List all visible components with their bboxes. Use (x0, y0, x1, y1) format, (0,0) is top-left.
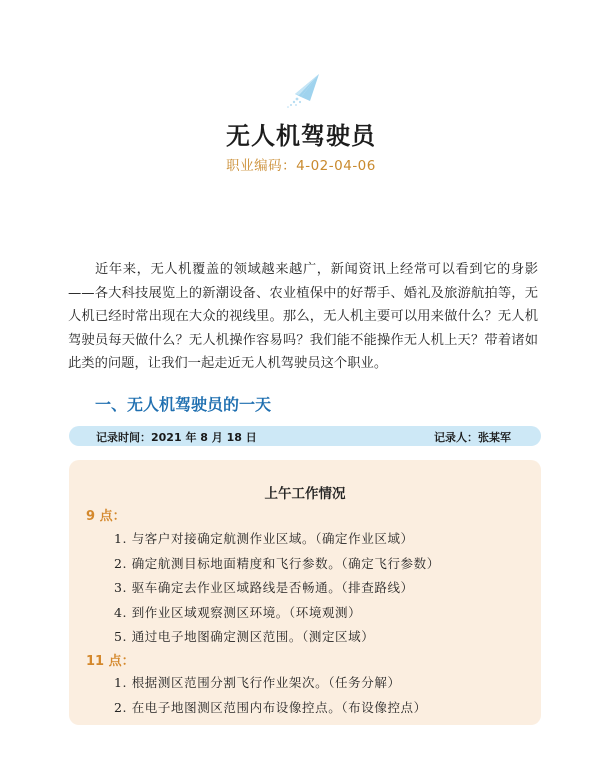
task-item: 1. 根据测区范围分割飞行作业架次。（任务分解） (114, 675, 401, 690)
record-bar (69, 426, 541, 446)
occupation-code: 职业编码：4-02-04-06 (226, 158, 376, 174)
task-item: 2. 确定航测目标地面精度和飞行参数。（确定飞行参数） (114, 556, 440, 571)
task-item: 3. 驱车确定去作业区域路线是否畅通。（排查路线） (114, 580, 414, 595)
work-card (69, 460, 541, 725)
task-item: 2. 在电子地图测区范围内布设像控点。（布设像控点） (114, 700, 427, 715)
task-item: 1. 与客户对接确定航测作业区域。（确定作业区域） (114, 531, 414, 546)
record-time: 记录时间：2021 年 8 月 18 日 (96, 431, 257, 444)
time-label: 9 点： (86, 509, 126, 524)
task-item: 5. 通过电子地图确定测区范围。（测定区域） (114, 629, 375, 644)
page-title: 无人机驾驶员 (226, 122, 376, 150)
paper-plane-icon (283, 70, 323, 110)
time-label: 11 点： (86, 654, 135, 669)
section-heading: 一、无人机驾驶员的一天 (95, 395, 272, 414)
task-item: 4. 到作业区域观察测区环境。（环境观测） (114, 605, 362, 620)
intro-paragraph: 近年来，无人机覆盖的领域越来越广，新闻资讯上经常可以看到它的身影——各大科技展览上的新潮设备、农业植保中的好帮手、婚礼及旅游航拍等，无人机已经时常出现在大众的视线里。那么，无人机主要可以用来做什么？无人机驾驶员每天做什么？无人机操作容易吗？我们能不能操作无人机上天？带着诸如此类的问题，让我们一起走近无人机驾驶员这个职业。 (68, 262, 538, 371)
record-author: 记录人：张某军 (434, 431, 511, 444)
card-title: 上午工作情况 (264, 486, 346, 502)
